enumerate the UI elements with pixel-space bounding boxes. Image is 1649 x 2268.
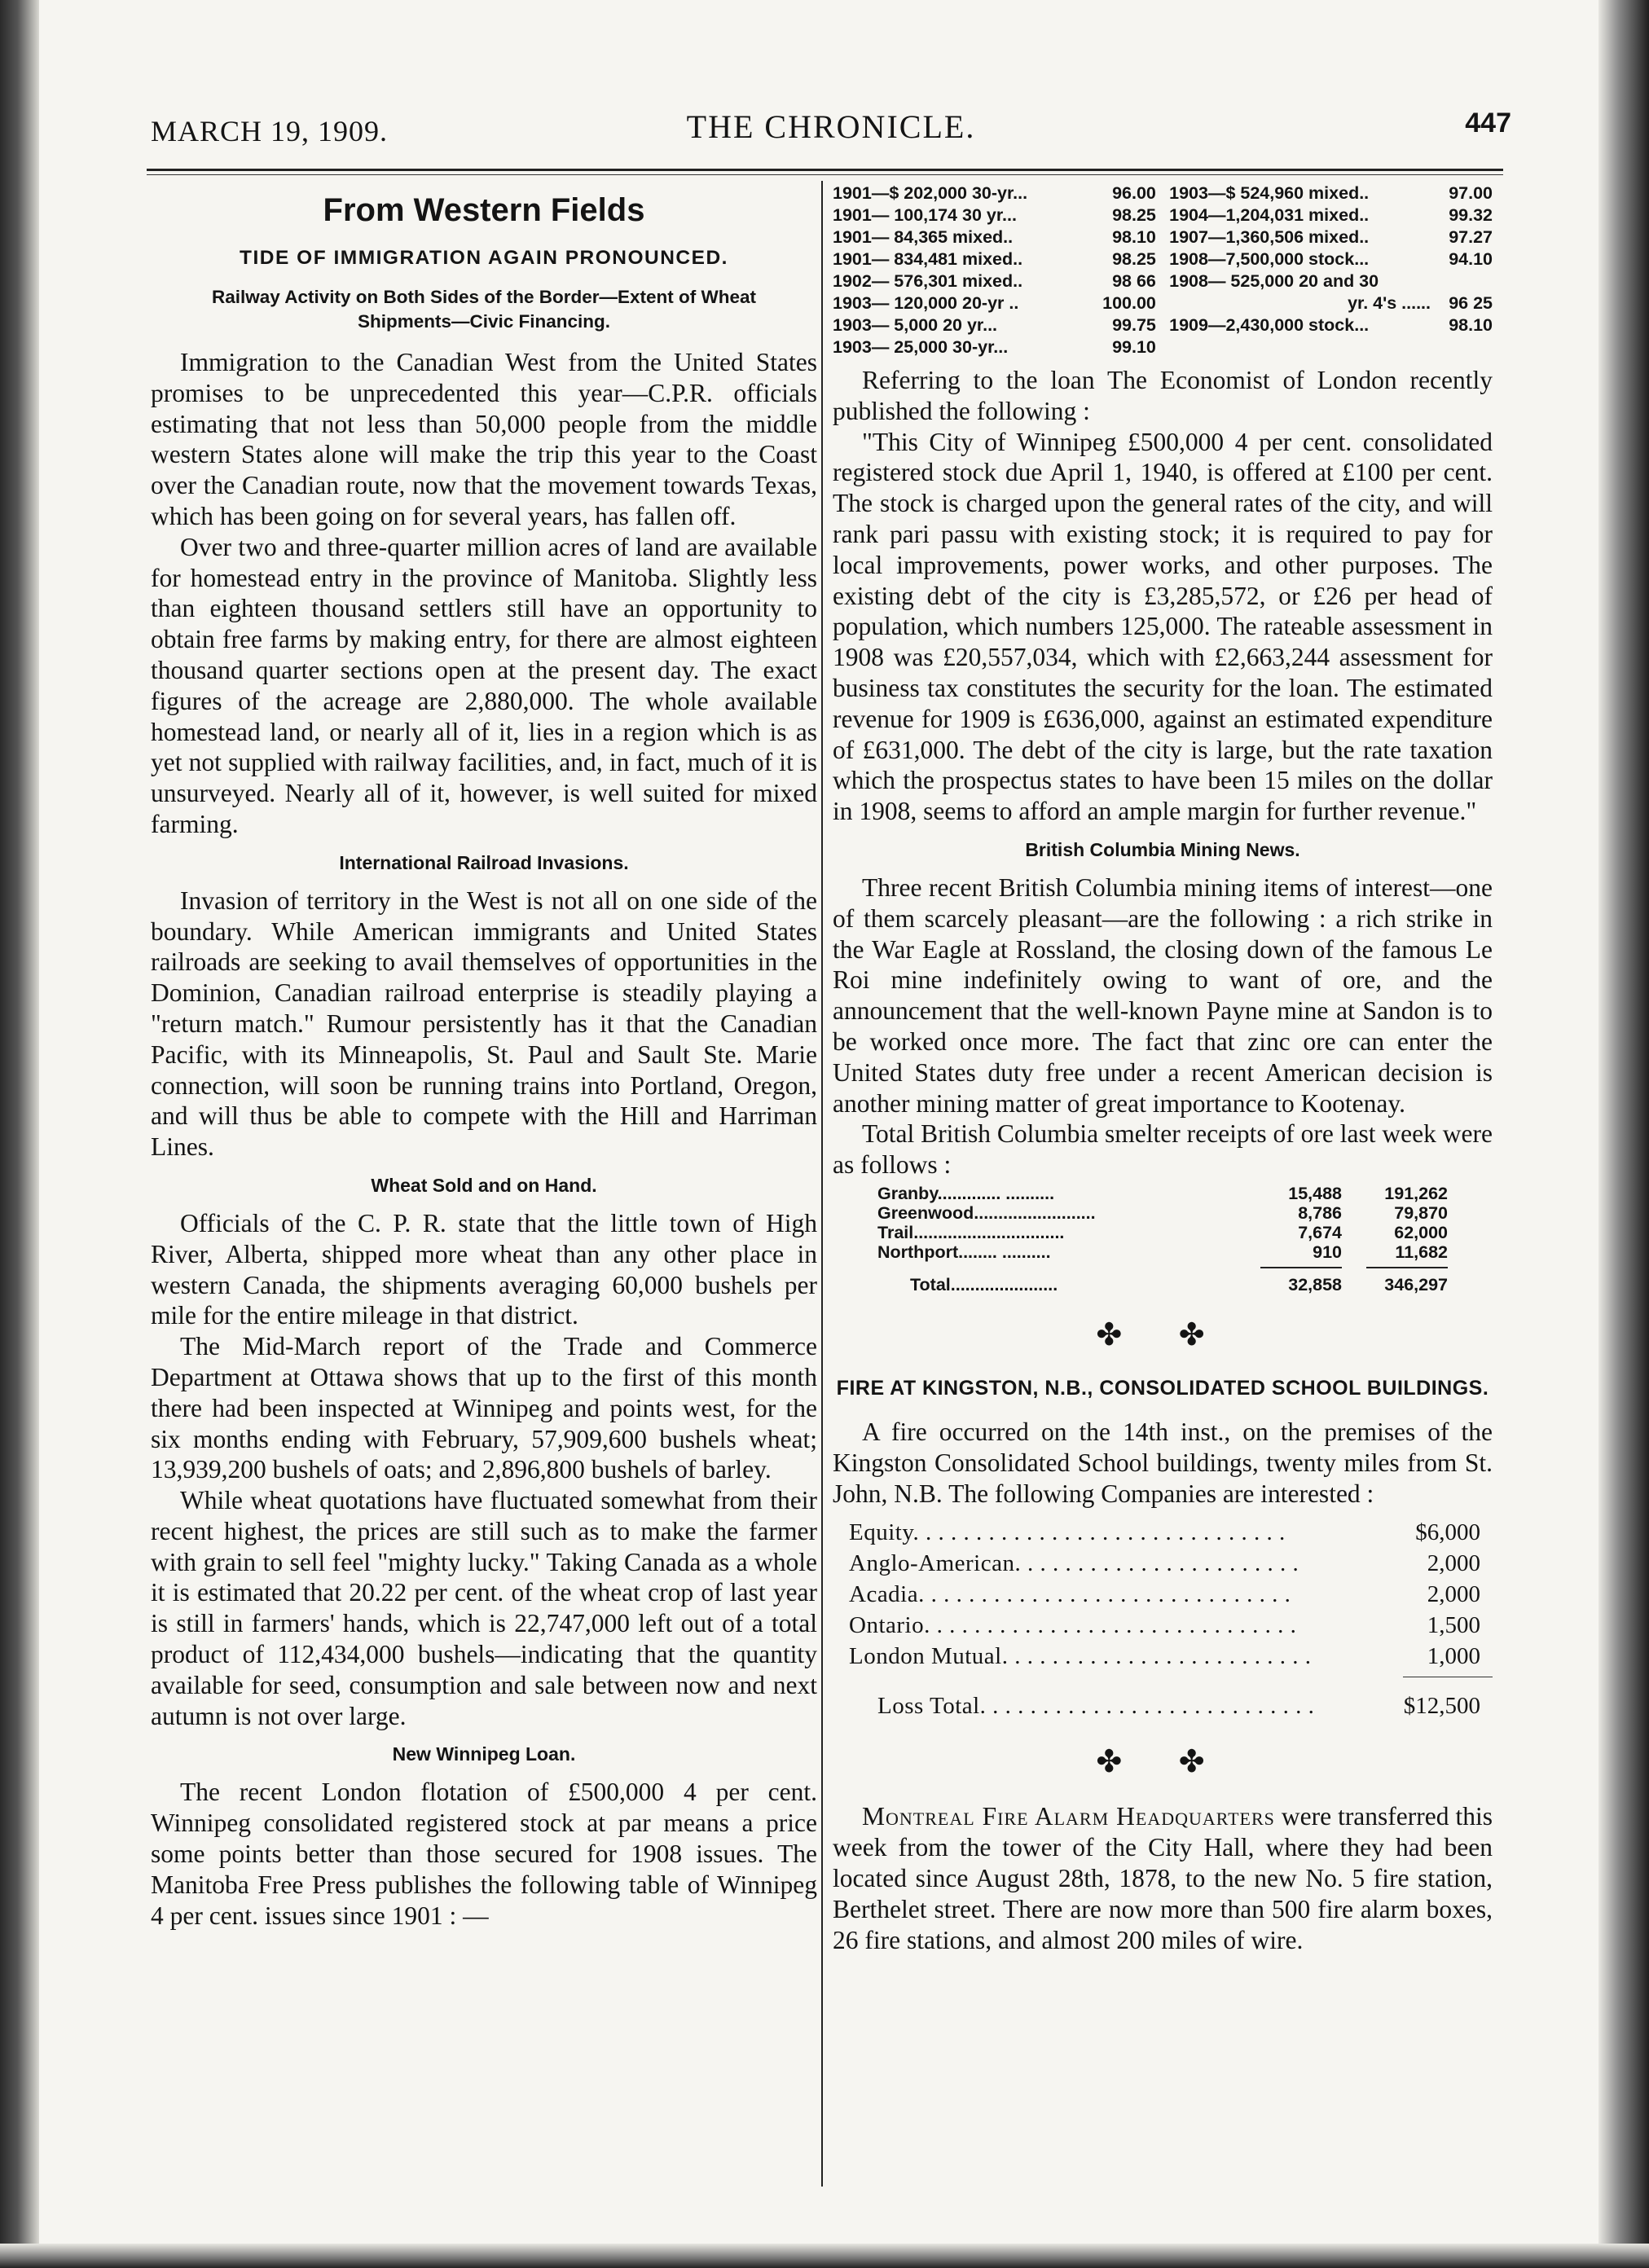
paragraph: A fire occurred on the 14th inst., on the premises of the Kingston Consolidated School buildings, twenty miles from St. John, N.B. The following Companies are interested : <box>833 1417 1493 1508</box>
section-heading-railroad: International Railroad Invasions. <box>339 851 629 873</box>
page-edge-right <box>1598 0 1649 2268</box>
loss-amount: 1,000 <box>1427 1643 1480 1670</box>
smelter-week: 8,786 <box>1298 1202 1342 1223</box>
header-rule-thin <box>147 174 1503 175</box>
loan-issue: 1909—2,430,000 stock... <box>1169 315 1370 335</box>
loan-price: 99.32 <box>1449 205 1493 225</box>
paragraph: The Mid-March report of the Trade and Commerce Department at Ottawa shows that up to the first of this month there had been inspected at Winnipeg and points west, for the six months ending with February, 57,909,600 bushels wheat; 13,939,200 bushels of oats; and 2,896,800 bushels of barley. <box>151 1332 817 1484</box>
paragraph: Total British Columbia smelter receipts of ore last week were as follows : <box>833 1119 1493 1180</box>
loan-row <box>1169 182 1493 204</box>
smelter-total: 11,682 <box>1395 1242 1448 1262</box>
column-divider <box>821 181 823 2187</box>
loan-price: 99.75 <box>1112 315 1156 335</box>
loan-row <box>833 204 1156 226</box>
loan-price: 98.10 <box>1112 227 1156 247</box>
left-column <box>151 182 817 1931</box>
loan-issue: 1904—1,204,031 mixed.. <box>1169 205 1370 225</box>
article-deck: TIDE OF IMMIGRATION AGAIN PRONOUNCED. <box>240 247 728 269</box>
paragraph: Invasion of territory in the West is not all on one side of the boundary. While American immigrants and United States railroads are seeking to avail themselves of opportunities in the Dominion, Canadian railroad enterprise is steadily playing a "return match." Rumour persistently has it that the Canadian Pacific, with its Minneapolis, St. Paul and Sault Ste. Marie connection, will soon be running trains into Portland, Oregon, and will thus be able to compete with the Hill and Harriman Lines. <box>151 886 817 1162</box>
smelter-name: Trail............................... <box>877 1222 1065 1242</box>
section-heading-mining: British Columbia Mining News. <box>1025 838 1300 860</box>
loan-issue: 1903— 25,000 30-yr... <box>833 337 1009 357</box>
loan-table-left <box>833 182 1156 358</box>
montreal-paragraph <box>833 1801 1493 1955</box>
smelter-receipts-table <box>877 1184 1448 1294</box>
loss-amount: 2,000 <box>1427 1550 1480 1577</box>
loan-issue: 1903— 5,000 20 yr... <box>833 315 998 335</box>
smelter-total-label: Total...................... <box>910 1274 1058 1294</box>
paragraph: Referring to the loan The Economist of London recently published the following : <box>833 366 1493 425</box>
paragraph: Immigration to the Canadian West from the United States promises to be unprecedented this year—C.P.R. officials estimating that not less than 50,000 people from the middle western States alone will make the trip this year to the Coast over the Canadian route, now that the movement towards Texas, which has been going on for several years, has fallen off. <box>151 348 817 530</box>
smelter-total: 191,262 <box>1384 1183 1448 1203</box>
loan-price: 97.27 <box>1449 227 1493 247</box>
loan-row <box>1169 292 1493 314</box>
loan-issue: 1907—1,360,506 mixed.. <box>1169 227 1370 247</box>
article-subdeck: Railway Activity on Both Sides of the Border—Extent of Wheat Shipments—Civic Financing. <box>212 287 756 332</box>
company-name: London Mutual. . . . . . . . . . . . . . . . . . . . . . . . . <box>849 1643 1312 1670</box>
smelter-week: 7,674 <box>1298 1222 1342 1242</box>
page-number: 447 <box>1465 108 1511 138</box>
page-edge-left <box>0 0 39 2268</box>
loss-total-label: Loss Total. . . . . . . . . . . . . . . . . . . . . . . . . . . <box>877 1693 1315 1720</box>
paragraph: "This City of Winnipeg £500,000 4 per cent. consolidated registered stock due April 1, 1940, is offered at £100 per cent. The stock is charged upon the general rates of the city, and will rank pari passu with existing stock; it is required to pay for local improvements, power works, and other purposes. The existing debt of the city is £3,285,572, or £26 per head of population, which numbers 125,000. The rateable assessment in 1908 was £20,557,034, which with £2,663,244 assessment for business tax constitutes the security for the loan. The estimated revenue for 1909 is £636,000, against an estimated expenditure of £631,000. The debt of the city is large, but the rate taxation which the prospectus states to have been 15 miles on the dollar in 1908, seems to afford an ample margin for further revenue." <box>833 427 1493 826</box>
loan-table-right <box>1169 182 1493 358</box>
loan-price: 98.10 <box>1449 315 1493 335</box>
fire-article-headline: FIRE AT KINGSTON, N.B., CONSOLIDATED SCHOOL BUILDINGS. <box>836 1376 1489 1400</box>
loan-issue: 1908— 525,000 20 and 30 <box>1169 271 1379 291</box>
smelter-week: 15,488 <box>1288 1183 1342 1203</box>
table-row <box>849 1548 1480 1579</box>
table-row <box>849 1517 1480 1548</box>
loan-row <box>833 292 1156 314</box>
loan-issue: 1903— 120,000 20-yr .. <box>833 293 1019 313</box>
loan-issue: yr. 4's ...... <box>1348 293 1431 313</box>
loan-price: 98.25 <box>1112 249 1156 269</box>
loss-total-amount: $12,500 <box>1403 1693 1480 1720</box>
paragraph: Over two and three-quarter million acres of land are available for homestead entry in the province of Manitoba. Slightly less than eighteen thousand settlers still have an opportunity to obtain free farms by making entry, for there are almost eighteen thousand quarter sections open at the present day. The exact figures of the acreage are 2,880,000. The whole available homestead land, or nearly all of it, lies in a region which is as yet not supplied with railway facilities, and, in fact, much of it is unsurveyed. Nearly all of it, however, is well suited for mixed farming. <box>151 532 817 838</box>
loan-row <box>1169 314 1493 336</box>
company-name: Equity. . . . . . . . . . . . . . . . . . . . . . . . . . . . . . <box>849 1519 1286 1546</box>
ornament-divider: ✤ ✤ <box>1096 1317 1229 1352</box>
loan-row <box>833 182 1156 204</box>
table-total-row <box>877 1275 1448 1294</box>
section-heading-loan: New Winnipeg Loan. <box>392 1743 576 1765</box>
losses-table <box>849 1517 1480 1721</box>
loan-price <box>1437 270 1493 292</box>
smelter-name: Greenwood......................... <box>877 1202 1096 1223</box>
loan-row <box>833 314 1156 336</box>
loan-price: 96 25 <box>1449 293 1493 313</box>
table-row <box>877 1223 1448 1242</box>
smelter-total: 62,000 <box>1394 1222 1448 1242</box>
paragraph: Officials of the C. P. R. state that the little town of High River, Alberta, shipped more wheat than any other place in western Canada, the shipments averaging 60,000 bushels per mile for the entire mileage in that district. <box>151 1208 817 1330</box>
smelter-total-total: 346,297 <box>1384 1274 1448 1294</box>
montreal-text: were transferred this week from the tower of the City Hall, where they had been located since August 28th, 1878, to the new No. 5 fire station, Berthelet street. There are now more than 500 fire alarm boxes, 26 fire stations, and almost 200 miles of wire. <box>833 1802 1493 1954</box>
loss-total-row <box>849 1690 1480 1721</box>
company-name: Acadia. . . . . . . . . . . . . . . . . . . . . . . . . . . . . . <box>849 1581 1291 1608</box>
issue-date: MARCH 19, 1909. <box>151 115 389 147</box>
section-heading-wheat: Wheat Sold and on Hand. <box>371 1174 597 1196</box>
table-row <box>849 1579 1480 1610</box>
table-sum-rule <box>877 1267 1448 1268</box>
paragraph: While wheat quotations have fluctuated somewhat from their recent highest, the prices are still such as to make the farmer with grain to sell feel "mighty lucky." Taking Canada as a whole it is estimated that 20.22 per cent. of the wheat crop of last year is still in farmers' hands, which is 22,747,000 left out of a total product of 112,434,000 bushels—indicating that the quantity available for seed, consumption and sale between now and next autumn is not over large. <box>151 1486 817 1730</box>
smelter-week: 910 <box>1313 1242 1342 1262</box>
loss-amount: 2,000 <box>1427 1581 1480 1608</box>
loan-issue: 1901— 84,365 mixed.. <box>833 227 1014 247</box>
loan-row <box>1169 270 1493 292</box>
loan-issues-table <box>833 182 1493 358</box>
loan-price: 98 66 <box>1112 271 1156 291</box>
loss-amount: $6,000 <box>1415 1519 1480 1546</box>
header-rule <box>147 169 1503 171</box>
loan-issue: 1908—7,500,000 stock... <box>1169 249 1370 269</box>
running-head <box>151 104 1511 153</box>
loan-price: 96.00 <box>1112 183 1156 203</box>
paragraph: The recent London flotation of £500,000 4 per cent. Winnipeg consolidated registered stock at par means a price some points better than those secured for 1908 issues. The Manitoba Free Press publishes the following table of Winnipeg 4 per cent. issues since 1901 : — <box>151 1778 817 1930</box>
loan-row <box>833 336 1156 358</box>
loan-price: 99.10 <box>1112 337 1156 357</box>
table-row <box>877 1184 1448 1203</box>
loan-issue: 1901— 834,481 mixed.. <box>833 249 1023 269</box>
loan-issue: 1903—$ 524,960 mixed.. <box>1169 183 1370 203</box>
loan-issue: 1901—$ 202,000 30-yr... <box>833 183 1028 203</box>
loan-row <box>833 226 1156 248</box>
smelter-total: 79,870 <box>1394 1202 1448 1223</box>
article-headline: From Western Fields <box>323 192 645 228</box>
loan-price: 94.10 <box>1449 249 1493 269</box>
loan-row <box>833 248 1156 270</box>
table-row <box>877 1242 1448 1262</box>
smelter-name: Granby............. .......... <box>877 1183 1055 1203</box>
paragraph: Three recent British Columbia mining items of interest—one of them scarcely pleasant—are the following : a rich strike in the War Eagle at Rossland, the closing down of the famous Le Roi mine indefinitely owing to want of ore, and the announcement that the well-known Payne mine at Sandon is to be worked once more. The fact that zinc ore can enter the United States duty free under a recent American decision is another mining matter of great importance to Kootenay. <box>833 872 1493 1118</box>
loan-price: 97.00 <box>1449 183 1493 203</box>
company-name: Ontario. . . . . . . . . . . . . . . . . . . . . . . . . . . . . . <box>849 1612 1297 1639</box>
montreal-lead: Montreal Fire Alarm Headquarters <box>862 1802 1275 1831</box>
loss-amount: 1,500 <box>1427 1612 1480 1639</box>
table-row <box>849 1641 1480 1672</box>
loan-price: 100.00 <box>1102 293 1156 313</box>
company-name: Anglo-American. . . . . . . . . . . . . . . . . . . . . . . <box>849 1550 1299 1577</box>
loan-issue: 1901— 100,174 30 yr... <box>833 205 1017 225</box>
right-column <box>833 182 1493 1955</box>
ornament-divider: ✤ ✤ <box>1096 1745 1229 1780</box>
page-edge-bottom <box>0 2244 1649 2268</box>
publication-title: THE CHRONICLE. <box>686 108 976 145</box>
loan-row <box>1169 204 1493 226</box>
smelter-total-week: 32,858 <box>1288 1274 1342 1294</box>
loan-row <box>833 270 1156 292</box>
smelter-name: Northport........ .......... <box>877 1242 1051 1262</box>
table-row <box>877 1203 1448 1223</box>
loan-row <box>1169 226 1493 248</box>
loan-issue: 1902— 576,301 mixed.. <box>833 271 1023 291</box>
table-row <box>849 1610 1480 1641</box>
loan-row <box>1169 248 1493 270</box>
loan-price: 98.25 <box>1112 205 1156 225</box>
